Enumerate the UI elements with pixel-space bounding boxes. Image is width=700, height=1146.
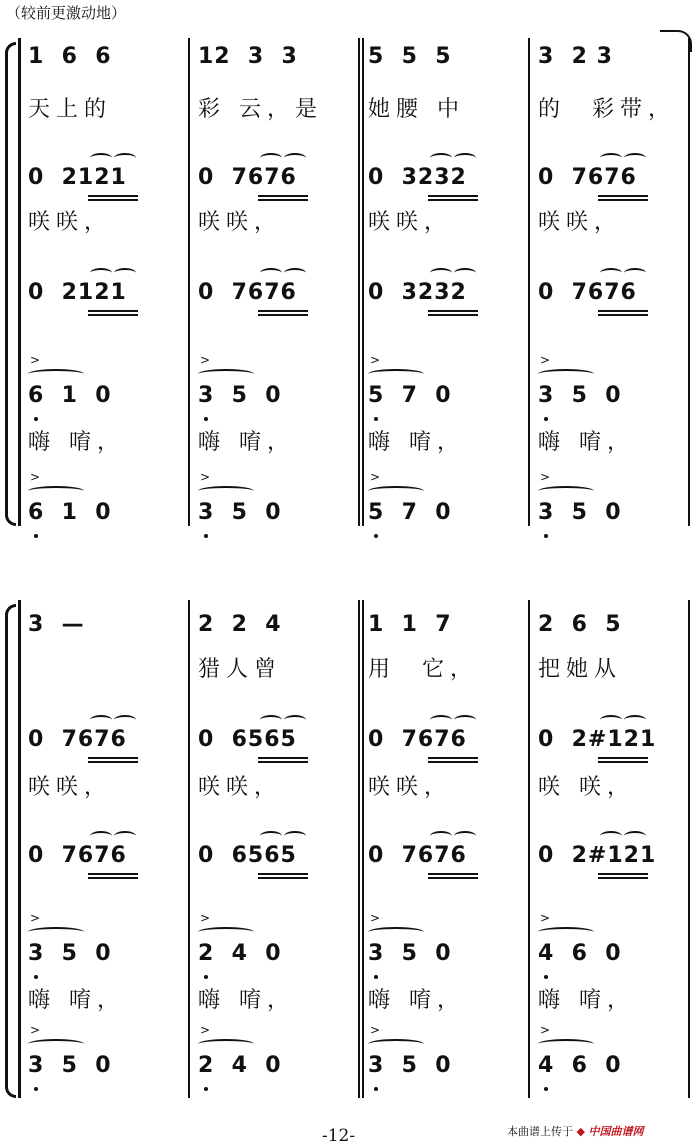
octave-dot (204, 975, 208, 979)
echo-notes: 0 7676 (198, 165, 297, 190)
phrase-slur (368, 927, 424, 937)
slur-mark (430, 831, 452, 841)
accent-icon: > (30, 353, 41, 367)
beam-underline (88, 757, 138, 759)
slur-mark (90, 831, 112, 841)
slur-mark (430, 715, 452, 725)
accent-icon: > (200, 1023, 211, 1037)
slur-mark (260, 715, 282, 725)
footer-text: 本曲谱上传于 (507, 1125, 573, 1138)
slur-mark (600, 831, 622, 841)
echo-lyric: 咲咲， (198, 210, 283, 235)
slur-mark (600, 715, 622, 725)
slur-mark (284, 268, 306, 278)
hai-lyric: 嗨 唷， (198, 430, 295, 455)
octave-dot (204, 1087, 208, 1091)
accent-icon: > (540, 470, 551, 484)
beam-underline (258, 757, 308, 759)
echo-lyric: 咲咲， (28, 210, 113, 235)
tempo-expression: （较前更激动地） (6, 4, 127, 22)
accent-icon: > (540, 353, 551, 367)
melody-notes: 3 — (28, 612, 85, 637)
slur-mark (114, 268, 136, 278)
hai-lyric: 嗨 唷， (28, 988, 125, 1013)
melody-notes: 2 6 5 (538, 612, 622, 637)
slur-mark (260, 831, 282, 841)
barline (358, 38, 360, 526)
melody-notes: 2 2 4 (198, 612, 282, 637)
system-brace (5, 604, 16, 1098)
barline (362, 38, 364, 526)
phrase-slur (198, 1039, 254, 1049)
accent-icon: > (30, 911, 41, 925)
echo-lyric: 咲咲， (368, 210, 453, 235)
phrase-slur (198, 927, 254, 937)
hai-notes: 3 5 0 (198, 383, 282, 408)
barline (528, 600, 530, 1098)
echo-notes: 0 2#121 (538, 727, 657, 752)
octave-dot (374, 534, 378, 538)
octave-dot (544, 534, 548, 538)
hai-lyric: 嗨 唷， (368, 988, 465, 1013)
beam-underline (88, 310, 138, 312)
system-brace (5, 42, 16, 526)
beam-underline (88, 199, 138, 201)
page-number: -12- (322, 1126, 356, 1146)
echo-notes: 0 2121 (28, 165, 127, 190)
echo-notes: 0 7676 (28, 727, 127, 752)
beam-underline (258, 310, 308, 312)
melody-lyric: 天上的 (28, 97, 113, 122)
melody-notes: 1 1 7 (368, 612, 452, 637)
slur-mark (90, 268, 112, 278)
system-corner-mark (660, 30, 692, 52)
beam-underline (428, 761, 478, 763)
slur-mark (430, 153, 452, 163)
hai-notes: 3 5 0 (538, 383, 622, 408)
echo-lyric: 咲咲， (198, 775, 283, 800)
hai-lyric: 嗨 唷， (538, 988, 635, 1013)
slur-mark (114, 831, 136, 841)
system-start-barline (18, 600, 21, 1098)
hai2-notes: 6 1 0 (28, 500, 112, 525)
echo2-notes: 0 3232 (368, 280, 467, 305)
echo-notes: 0 6565 (198, 727, 297, 752)
beam-underline (258, 873, 308, 875)
barline (688, 600, 690, 1098)
phrase-slur (198, 369, 254, 379)
beam-underline (428, 873, 478, 875)
phrase-slur (368, 486, 424, 496)
hai2-notes: 4 6 0 (538, 1053, 622, 1078)
accent-icon: > (370, 470, 381, 484)
echo-lyric: 咲咲， (538, 210, 623, 235)
accent-icon: > (370, 911, 381, 925)
slur-mark (454, 153, 476, 163)
echo-lyric: 咲 咲， (538, 775, 635, 800)
beam-underline (598, 314, 648, 316)
accent-icon: > (200, 470, 211, 484)
beam-underline (88, 873, 138, 875)
hai2-notes: 3 5 0 (198, 500, 282, 525)
hai-notes: 3 5 0 (368, 941, 452, 966)
beam-underline (598, 195, 648, 197)
octave-dot (204, 534, 208, 538)
beam-underline (428, 314, 478, 316)
hai2-notes: 2 4 0 (198, 1053, 282, 1078)
slur-mark (114, 715, 136, 725)
accent-icon: > (370, 1023, 381, 1037)
phrase-slur (538, 927, 594, 937)
melody-lyric: 彩 云，是 (198, 97, 323, 122)
slur-mark (624, 831, 646, 841)
beam-underline (88, 195, 138, 197)
melody-lyric: 用 它， (368, 657, 478, 682)
octave-dot (374, 1087, 378, 1091)
echo2-notes: 0 2#121 (538, 843, 657, 868)
slur-mark (454, 268, 476, 278)
beam-underline (258, 877, 308, 879)
octave-dot (34, 534, 38, 538)
phrase-slur (198, 486, 254, 496)
hai-notes: 3 5 0 (28, 941, 112, 966)
barline (362, 600, 364, 1098)
octave-dot (544, 417, 548, 421)
beam-underline (258, 761, 308, 763)
octave-dot (374, 975, 378, 979)
echo-notes: 0 3232 (368, 165, 467, 190)
accent-icon: > (200, 353, 211, 367)
barline (188, 600, 190, 1098)
octave-dot (374, 417, 378, 421)
slur-mark (90, 153, 112, 163)
echo2-notes: 0 7676 (368, 843, 467, 868)
beam-underline (88, 877, 138, 879)
phrase-slur (538, 1039, 594, 1049)
footer-credit (507, 1123, 643, 1139)
echo2-notes: 0 6565 (198, 843, 297, 868)
barline (188, 38, 190, 526)
system-start-barline (18, 38, 21, 526)
hai-lyric: 嗨 唷， (28, 430, 125, 455)
melody-lyric: 她腰 中 (368, 97, 465, 122)
melody-lyric: 猎人曾 (198, 657, 283, 682)
melody-notes: 5 5 5 (368, 44, 452, 69)
octave-dot (544, 1087, 548, 1091)
melody-lyric: 的 彩带， (538, 97, 676, 122)
beam-underline (258, 314, 308, 316)
beam-underline (428, 757, 478, 759)
octave-dot (204, 417, 208, 421)
beam-underline (598, 877, 648, 879)
footer-brand: 中国曲谱网 (588, 1125, 644, 1138)
melody-lyric: 把她从 (538, 657, 623, 682)
echo-notes: 0 7676 (538, 165, 637, 190)
melody-notes: 3 2 3 (538, 44, 613, 69)
slur-mark (624, 153, 646, 163)
phrase-slur (28, 1039, 84, 1049)
hai-lyric: 嗨 唷， (198, 988, 295, 1013)
hai-notes: 4 6 0 (538, 941, 622, 966)
slur-mark (454, 715, 476, 725)
beam-underline (258, 195, 308, 197)
slur-mark (260, 153, 282, 163)
hai2-notes: 3 5 0 (368, 1053, 452, 1078)
slur-mark (284, 715, 306, 725)
beam-underline (88, 314, 138, 316)
echo2-notes: 0 7676 (198, 280, 297, 305)
hai-notes: 5 7 0 (368, 383, 452, 408)
slur-mark (454, 831, 476, 841)
phrase-slur (538, 369, 594, 379)
melody-notes: 1 6 6 (28, 44, 112, 69)
beam-underline (428, 195, 478, 197)
octave-dot (34, 1087, 38, 1091)
octave-dot (34, 417, 38, 421)
slur-mark (600, 268, 622, 278)
echo-lyric: 咲咲， (28, 775, 113, 800)
site-logo: ◆ (576, 1125, 585, 1138)
slur-mark (284, 831, 306, 841)
echo2-notes: 0 2121 (28, 280, 127, 305)
hai-notes: 6 1 0 (28, 383, 112, 408)
hai2-notes: 3 5 0 (538, 500, 622, 525)
slur-mark (624, 715, 646, 725)
barline (358, 600, 360, 1098)
phrase-slur (368, 1039, 424, 1049)
hai-lyric: 嗨 唷， (538, 430, 635, 455)
slur-mark (430, 268, 452, 278)
phrase-slur (28, 486, 84, 496)
beam-underline (88, 761, 138, 763)
hai2-notes: 3 5 0 (28, 1053, 112, 1078)
beam-underline (598, 310, 648, 312)
slur-mark (114, 153, 136, 163)
melody-notes: 12 3 3 (198, 44, 298, 69)
accent-icon: > (30, 470, 41, 484)
echo-notes: 0 7676 (368, 727, 467, 752)
echo2-notes: 0 7676 (28, 843, 127, 868)
barline (688, 38, 690, 526)
phrase-slur (538, 486, 594, 496)
accent-icon: > (370, 353, 381, 367)
beam-underline (428, 877, 478, 879)
slur-mark (90, 715, 112, 725)
accent-icon: > (540, 911, 551, 925)
accent-icon: > (200, 911, 211, 925)
beam-underline (598, 761, 648, 763)
accent-icon: > (540, 1023, 551, 1037)
beam-underline (258, 199, 308, 201)
beam-underline (598, 199, 648, 201)
phrase-slur (28, 927, 84, 937)
hai2-notes: 5 7 0 (368, 500, 452, 525)
hai-notes: 2 4 0 (198, 941, 282, 966)
octave-dot (544, 975, 548, 979)
echo-lyric: 咲咲， (368, 775, 453, 800)
octave-dot (34, 975, 38, 979)
phrase-slur (28, 369, 84, 379)
beam-underline (598, 757, 648, 759)
beam-underline (598, 873, 648, 875)
barline (528, 38, 530, 526)
slur-mark (600, 153, 622, 163)
accent-icon: > (30, 1023, 41, 1037)
echo2-notes: 0 7676 (538, 280, 637, 305)
slur-mark (260, 268, 282, 278)
phrase-slur (368, 369, 424, 379)
beam-underline (428, 310, 478, 312)
hai-lyric: 嗨 唷， (368, 430, 465, 455)
slur-mark (624, 268, 646, 278)
beam-underline (428, 199, 478, 201)
slur-mark (284, 153, 306, 163)
